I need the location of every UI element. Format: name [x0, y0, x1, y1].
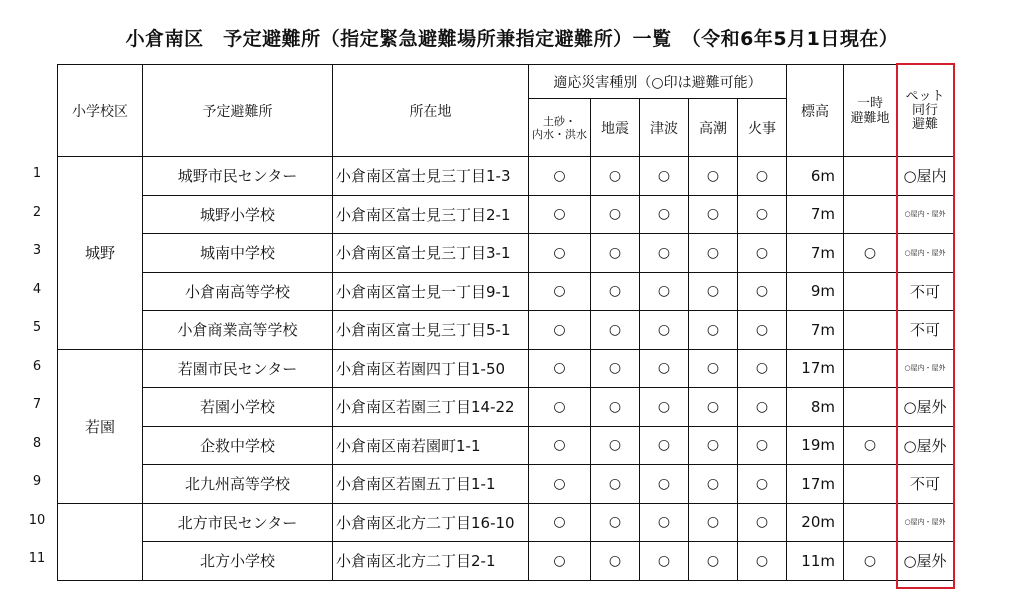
temporary-evacuation-mark	[844, 272, 897, 311]
header-shelter: 予定避難所	[143, 65, 333, 157]
row-number: 8	[32, 435, 42, 451]
address: 小倉南区富士見三丁目3-1	[333, 234, 529, 273]
fire-mark: ○	[738, 426, 787, 465]
earthquake-mark: ○	[591, 388, 640, 427]
elevation: 6m	[787, 157, 844, 196]
elevation: 7m	[787, 195, 844, 234]
table-row	[58, 542, 954, 581]
table-row	[58, 503, 954, 542]
temporary-evacuation-mark	[844, 311, 897, 350]
address: 小倉南区北方二丁目2-1	[333, 542, 529, 581]
earthquake-mark: ○	[591, 311, 640, 350]
shelter-name: 北方小学校	[143, 542, 333, 581]
row-number: 5	[32, 320, 42, 336]
storm-surge-mark: ○	[689, 311, 738, 350]
fire-mark: ○	[738, 349, 787, 388]
landslide-flood-mark: ○	[529, 388, 591, 427]
shelter-name: 北九州高等学校	[143, 465, 333, 504]
tsunami-mark: ○	[640, 349, 689, 388]
landslide-flood-mark: ○	[529, 465, 591, 504]
school-district-cell	[58, 503, 143, 580]
temporary-evacuation-mark	[844, 195, 897, 234]
pet-evacuation: ○屋内・屋外	[897, 349, 954, 388]
pet-evacuation: ○屋内・屋外	[897, 503, 954, 542]
tsunami-mark: ○	[640, 311, 689, 350]
header-earthquake: 地震	[591, 99, 640, 157]
address: 小倉南区富士見三丁目1-3	[333, 157, 529, 196]
landslide-flood-mark: ○	[529, 311, 591, 350]
table-row	[58, 465, 954, 504]
address: 小倉南区若園三丁目14-22	[333, 388, 529, 427]
temporary-evacuation-mark: ○	[844, 426, 897, 465]
school-district-cell: 若園	[58, 349, 143, 503]
row-number: 1	[32, 166, 42, 182]
header-school-district: 小学校区	[58, 65, 143, 157]
earthquake-mark: ○	[591, 195, 640, 234]
table-row	[58, 311, 954, 350]
table-row	[58, 426, 954, 465]
storm-surge-mark: ○	[689, 349, 738, 388]
header-storm-surge: 高潮	[689, 99, 738, 157]
elevation: 7m	[787, 234, 844, 273]
earthquake-mark: ○	[591, 503, 640, 542]
storm-surge-mark: ○	[689, 388, 738, 427]
fire-mark: ○	[738, 311, 787, 350]
pet-evacuation: ○屋内・屋外	[897, 195, 954, 234]
landslide-flood-mark: ○	[529, 195, 591, 234]
table-row	[58, 195, 954, 234]
pet-evacuation: ○屋内	[897, 157, 954, 196]
temporary-evacuation-mark	[844, 388, 897, 427]
earthquake-mark: ○	[591, 426, 640, 465]
temporary-evacuation-mark	[844, 157, 897, 196]
tsunami-mark: ○	[640, 465, 689, 504]
fire-mark: ○	[738, 465, 787, 504]
shelter-table	[57, 64, 954, 581]
storm-surge-mark: ○	[689, 542, 738, 581]
pet-evacuation: ○屋内・屋外	[897, 234, 954, 273]
row-number: 4	[32, 281, 42, 297]
landslide-flood-mark: ○	[529, 426, 591, 465]
shelter-name: 北方市民センター	[143, 503, 333, 542]
elevation: 20m	[787, 503, 844, 542]
elevation: 9m	[787, 272, 844, 311]
elevation: 19m	[787, 426, 844, 465]
page-title: 小倉南区 予定避難所（指定緊急避難場所兼指定避難所）一覧 （令和6年5月1日現在）	[125, 28, 899, 50]
header-temporary-evacuation: 一時 避難地	[844, 65, 897, 157]
shelter-name: 小倉商業高等学校	[143, 311, 333, 350]
header-elevation: 標高	[787, 65, 844, 157]
table-row	[58, 272, 954, 311]
address: 小倉南区南若園町1-1	[333, 426, 529, 465]
earthquake-mark: ○	[591, 157, 640, 196]
tsunami-mark: ○	[640, 426, 689, 465]
landslide-flood-mark: ○	[529, 272, 591, 311]
pet-evacuation: 不可	[897, 465, 954, 504]
address: 小倉南区若園四丁目1-50	[333, 349, 529, 388]
storm-surge-mark: ○	[689, 157, 738, 196]
fire-mark: ○	[738, 195, 787, 234]
pet-evacuation: ○屋外	[897, 388, 954, 427]
row-number: 11	[28, 551, 46, 567]
storm-surge-mark: ○	[689, 195, 738, 234]
storm-surge-mark: ○	[689, 272, 738, 311]
table-row	[58, 234, 954, 273]
shelter-name: 若園市民センター	[143, 349, 333, 388]
tsunami-mark: ○	[640, 503, 689, 542]
header-fire: 火事	[738, 99, 787, 157]
row-number: 9	[32, 474, 42, 490]
temporary-evacuation-mark	[844, 503, 897, 542]
earthquake-mark: ○	[591, 465, 640, 504]
pet-evacuation: ○屋外	[897, 426, 954, 465]
row-number: 3	[32, 243, 42, 259]
table-row	[58, 157, 954, 196]
header-address: 所在地	[333, 65, 529, 157]
temporary-evacuation-mark: ○	[844, 234, 897, 273]
header-landslide-flood: 土砂・ 内水・洪水	[529, 99, 591, 157]
elevation: 17m	[787, 465, 844, 504]
shelter-name: 城南中学校	[143, 234, 333, 273]
pet-column-highlight	[896, 63, 955, 589]
shelter-name: 城野市民センター	[143, 157, 333, 196]
address: 小倉南区富士見一丁目9-1	[333, 272, 529, 311]
fire-mark: ○	[738, 272, 787, 311]
shelter-name: 小倉南高等学校	[143, 272, 333, 311]
address: 小倉南区富士見三丁目2-1	[333, 195, 529, 234]
shelter-name: 城野小学校	[143, 195, 333, 234]
tsunami-mark: ○	[640, 272, 689, 311]
fire-mark: ○	[738, 157, 787, 196]
fire-mark: ○	[738, 503, 787, 542]
row-number: 6	[32, 358, 42, 374]
pet-evacuation: ○屋外	[897, 542, 954, 581]
landslide-flood-mark: ○	[529, 503, 591, 542]
header-pet-evacuation: ペット 同行 避難	[897, 65, 954, 157]
row-number: 10	[28, 512, 46, 528]
tsunami-mark: ○	[640, 542, 689, 581]
storm-surge-mark: ○	[689, 465, 738, 504]
tsunami-mark: ○	[640, 388, 689, 427]
table-row	[58, 388, 954, 427]
shelter-name: 企救中学校	[143, 426, 333, 465]
table-row	[58, 349, 954, 388]
elevation: 8m	[787, 388, 844, 427]
earthquake-mark: ○	[591, 349, 640, 388]
storm-surge-mark: ○	[689, 234, 738, 273]
pet-evacuation: 不可	[897, 272, 954, 311]
tsunami-mark: ○	[640, 234, 689, 273]
tsunami-mark: ○	[640, 157, 689, 196]
row-number: 2	[32, 204, 42, 220]
temporary-evacuation-mark	[844, 465, 897, 504]
earthquake-mark: ○	[591, 234, 640, 273]
elevation: 17m	[787, 349, 844, 388]
pet-evacuation: 不可	[897, 311, 954, 350]
address: 小倉南区富士見三丁目5-1	[333, 311, 529, 350]
row-number: 7	[32, 397, 42, 413]
fire-mark: ○	[738, 388, 787, 427]
earthquake-mark: ○	[591, 272, 640, 311]
fire-mark: ○	[738, 234, 787, 273]
header-tsunami: 津波	[640, 99, 689, 157]
temporary-evacuation-mark	[844, 349, 897, 388]
fire-mark: ○	[738, 542, 787, 581]
temporary-evacuation-mark: ○	[844, 542, 897, 581]
header-disaster-types: 適応災害種別（○印は避難可能）	[529, 65, 787, 99]
elevation: 11m	[787, 542, 844, 581]
landslide-flood-mark: ○	[529, 349, 591, 388]
shelter-name: 若園小学校	[143, 388, 333, 427]
earthquake-mark: ○	[591, 542, 640, 581]
tsunami-mark: ○	[640, 195, 689, 234]
storm-surge-mark: ○	[689, 426, 738, 465]
address: 小倉南区若園五丁目1-1	[333, 465, 529, 504]
landslide-flood-mark: ○	[529, 157, 591, 196]
address: 小倉南区北方二丁目16-10	[333, 503, 529, 542]
school-district-cell: 城野	[58, 157, 143, 350]
storm-surge-mark: ○	[689, 503, 738, 542]
elevation: 7m	[787, 311, 844, 350]
landslide-flood-mark: ○	[529, 234, 591, 273]
landslide-flood-mark: ○	[529, 542, 591, 581]
